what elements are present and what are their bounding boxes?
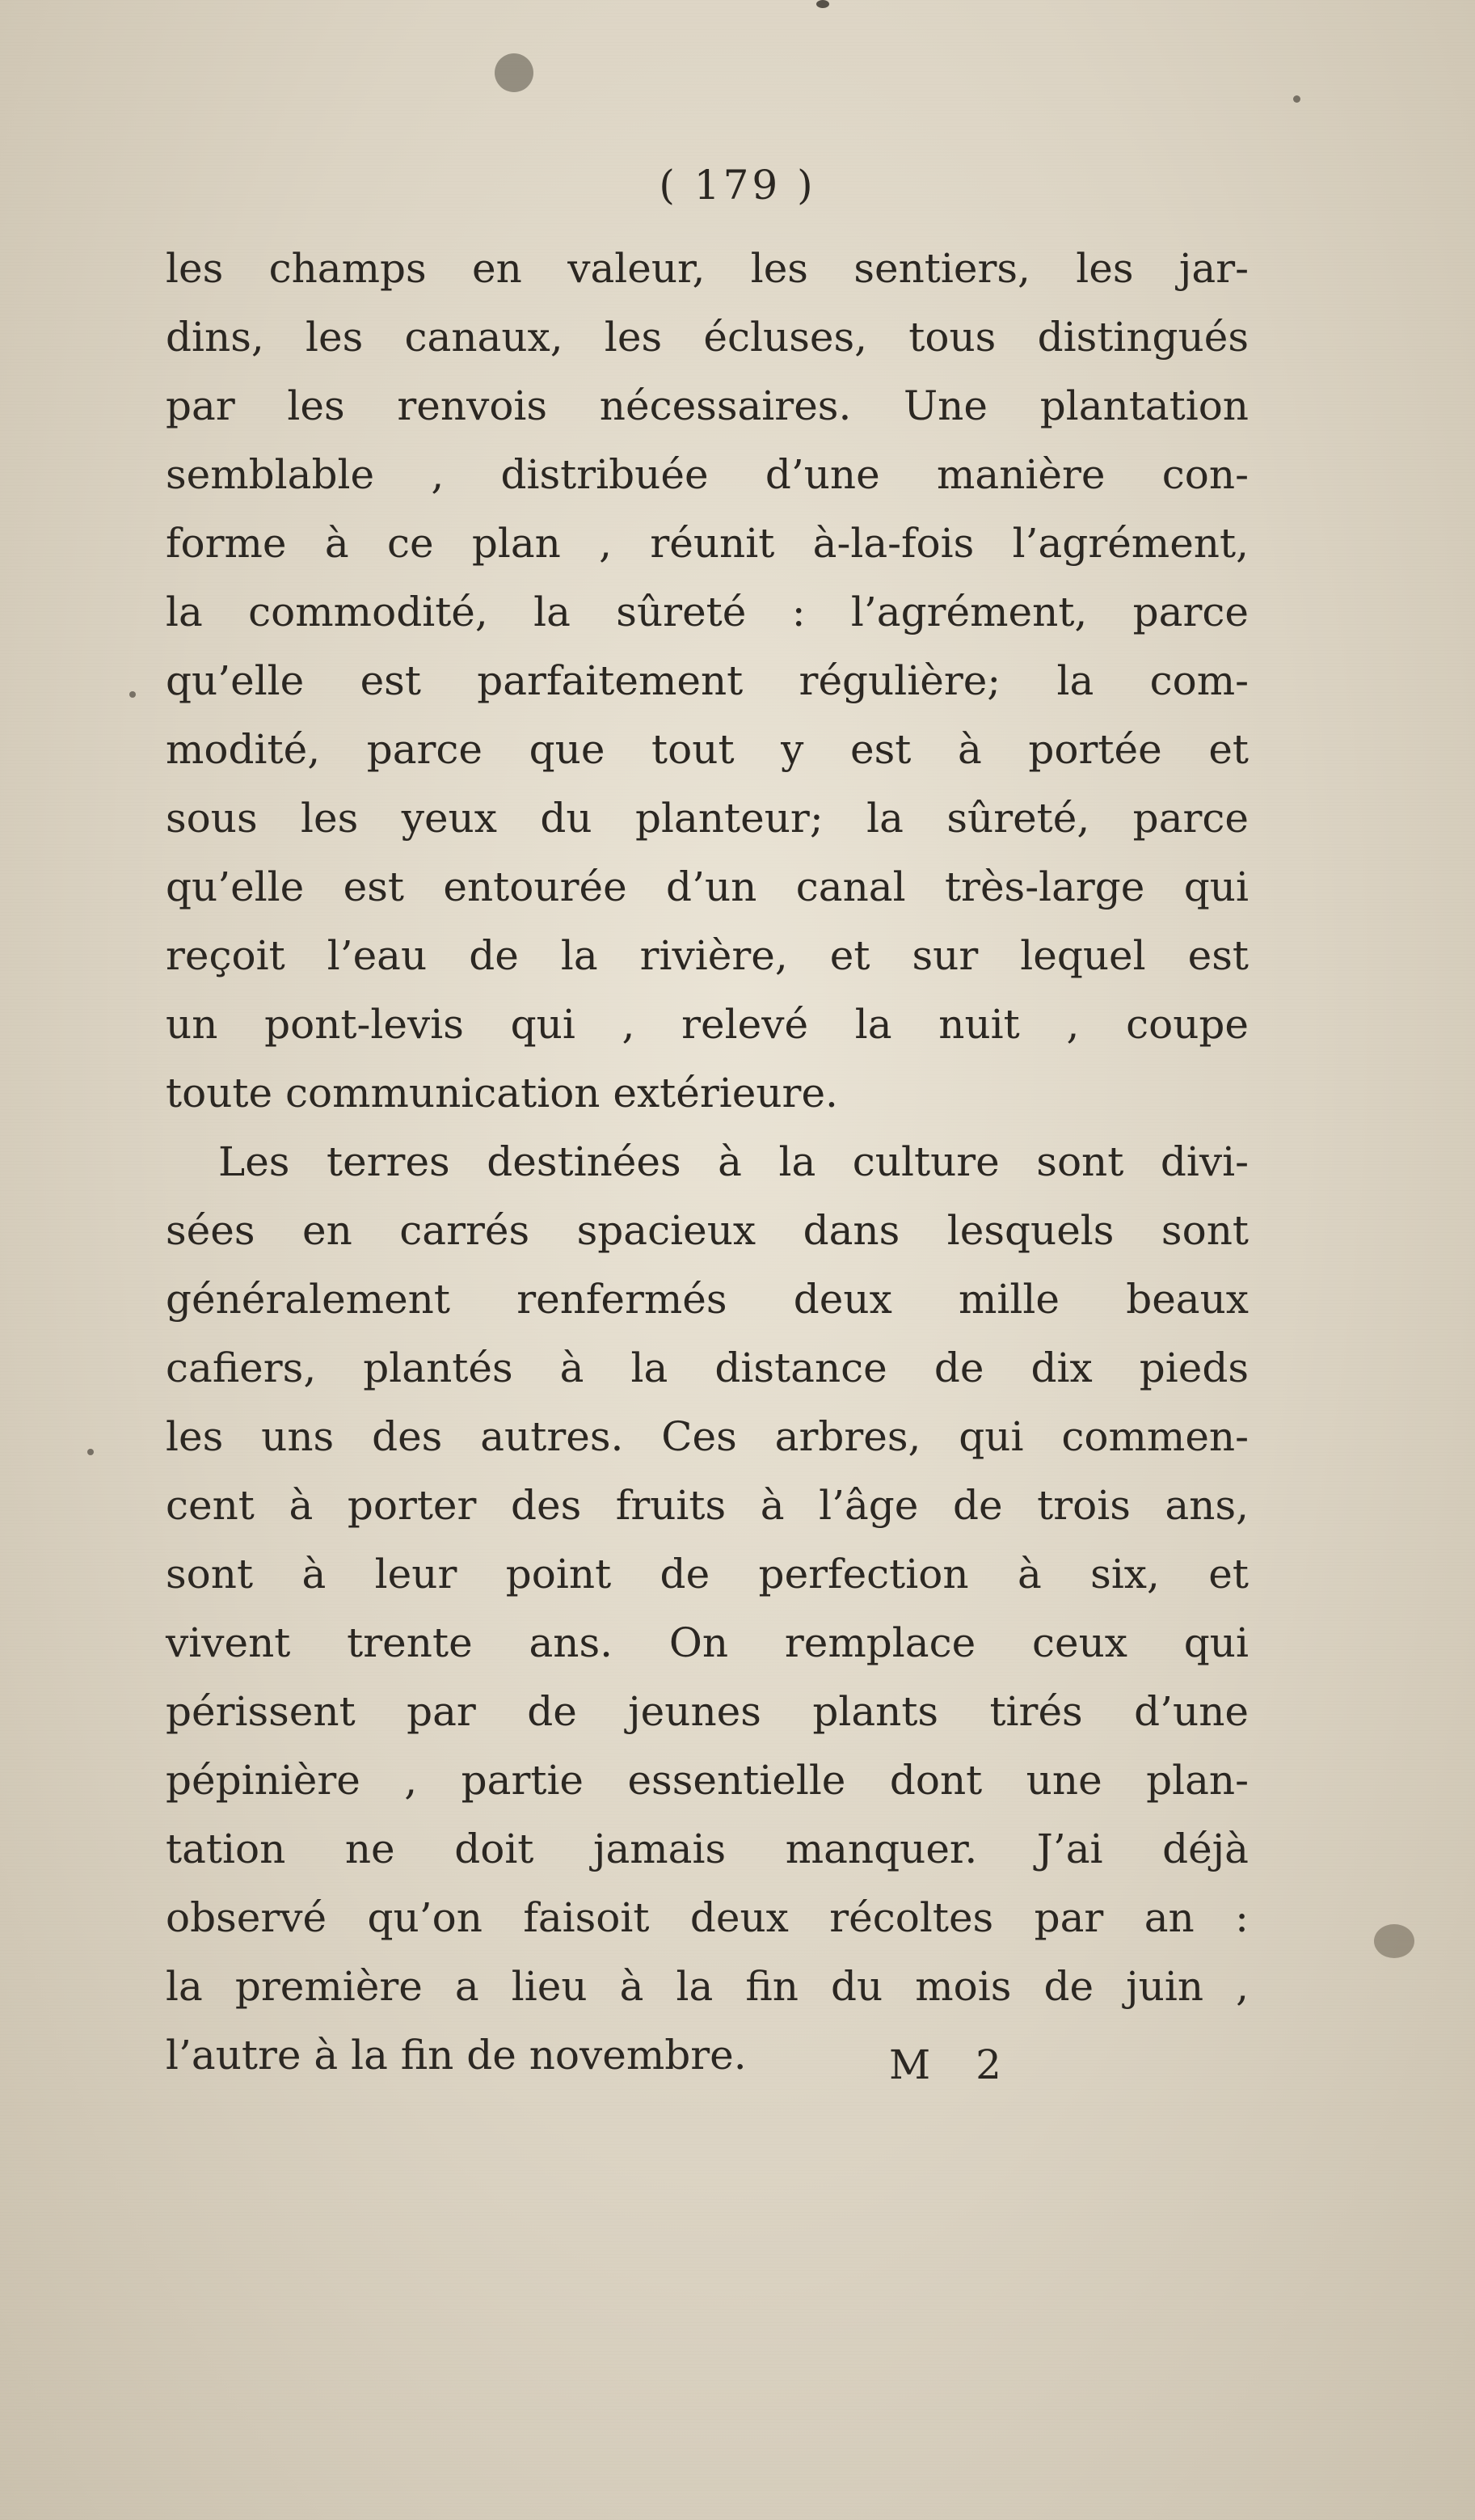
- text-line: cafiers, plantés à la distance de dix pieds: [166, 1344, 1249, 1391]
- signature-mark: M 2: [889, 2041, 1018, 2088]
- text-line: les uns des autres. Ces arbres, qui commen-: [166, 1413, 1249, 1460]
- ink-speck: [1293, 95, 1300, 103]
- ink-speck: [129, 691, 136, 698]
- text-line: qu’elle est entourée d’un canal très-large qui: [166, 863, 1249, 910]
- text-line: la première a lieu à la fin du mois de juin ,: [166, 1963, 1249, 2010]
- text-line: sous les yeux du planteur; la sûreté, parce: [166, 795, 1249, 842]
- body-text: [166, 234, 1249, 2090]
- ink-stain: [495, 53, 533, 92]
- text-line: toute communication extérieure.: [166, 1070, 838, 1116]
- text-line: l’autre à la fin de novembre.: [166, 2032, 747, 2079]
- ink-speck: [87, 1449, 94, 1455]
- text-line: semblable , distribuée d’une manière con-: [166, 451, 1249, 498]
- text-line: forme à ce plan , réunit à-la-fois l’agrément,: [166, 520, 1249, 567]
- text-line: qu’elle est parfaitement régulière; la com-: [166, 657, 1249, 704]
- text-line: pépinière , partie essentielle dont une plan-: [166, 1757, 1249, 1804]
- paragraph-start-line: Les terres destinées à la culture sont divi-: [218, 1138, 1249, 1185]
- text-line: observé qu’on faisoit deux récoltes par an :: [166, 1894, 1249, 1941]
- ink-stain: [816, 0, 829, 8]
- text-line: modité, parce que tout y est à portée et: [166, 726, 1249, 773]
- text-line: tation ne doit jamais manquer. J’ai déjà: [166, 1826, 1249, 1872]
- text-line: vivent trente ans. On remplace ceux qui: [166, 1619, 1249, 1666]
- text-line: dins, les canaux, les écluses, tous distingués: [166, 314, 1249, 361]
- text-line: généralement renfermés deux mille beaux: [166, 1276, 1249, 1323]
- text-line: reçoit l’eau de la rivière, et sur lequel est: [166, 932, 1249, 979]
- text-line: sées en carrés spacieux dans lesquels sont: [166, 1207, 1249, 1254]
- text-line: sont à leur point de perfection à six, et: [166, 1551, 1249, 1598]
- ink-stain: [1374, 1924, 1414, 1958]
- text-line: cent à porter des fruits à l’âge de trois ans,: [166, 1482, 1249, 1529]
- page-number: ( 179 ): [659, 162, 816, 209]
- text-line: les champs en valeur, les sentiers, les jar-: [166, 245, 1249, 292]
- text-line: la commodité, la sûreté : l’agrément, parce: [166, 589, 1249, 635]
- text-line: périssent par de jeunes plants tirés d’une: [166, 1688, 1249, 1735]
- text-line: par les renvois nécessaires. Une plantation: [166, 382, 1249, 429]
- text-line: un pont-levis qui , relevé la nuit , coupe: [166, 1001, 1249, 1048]
